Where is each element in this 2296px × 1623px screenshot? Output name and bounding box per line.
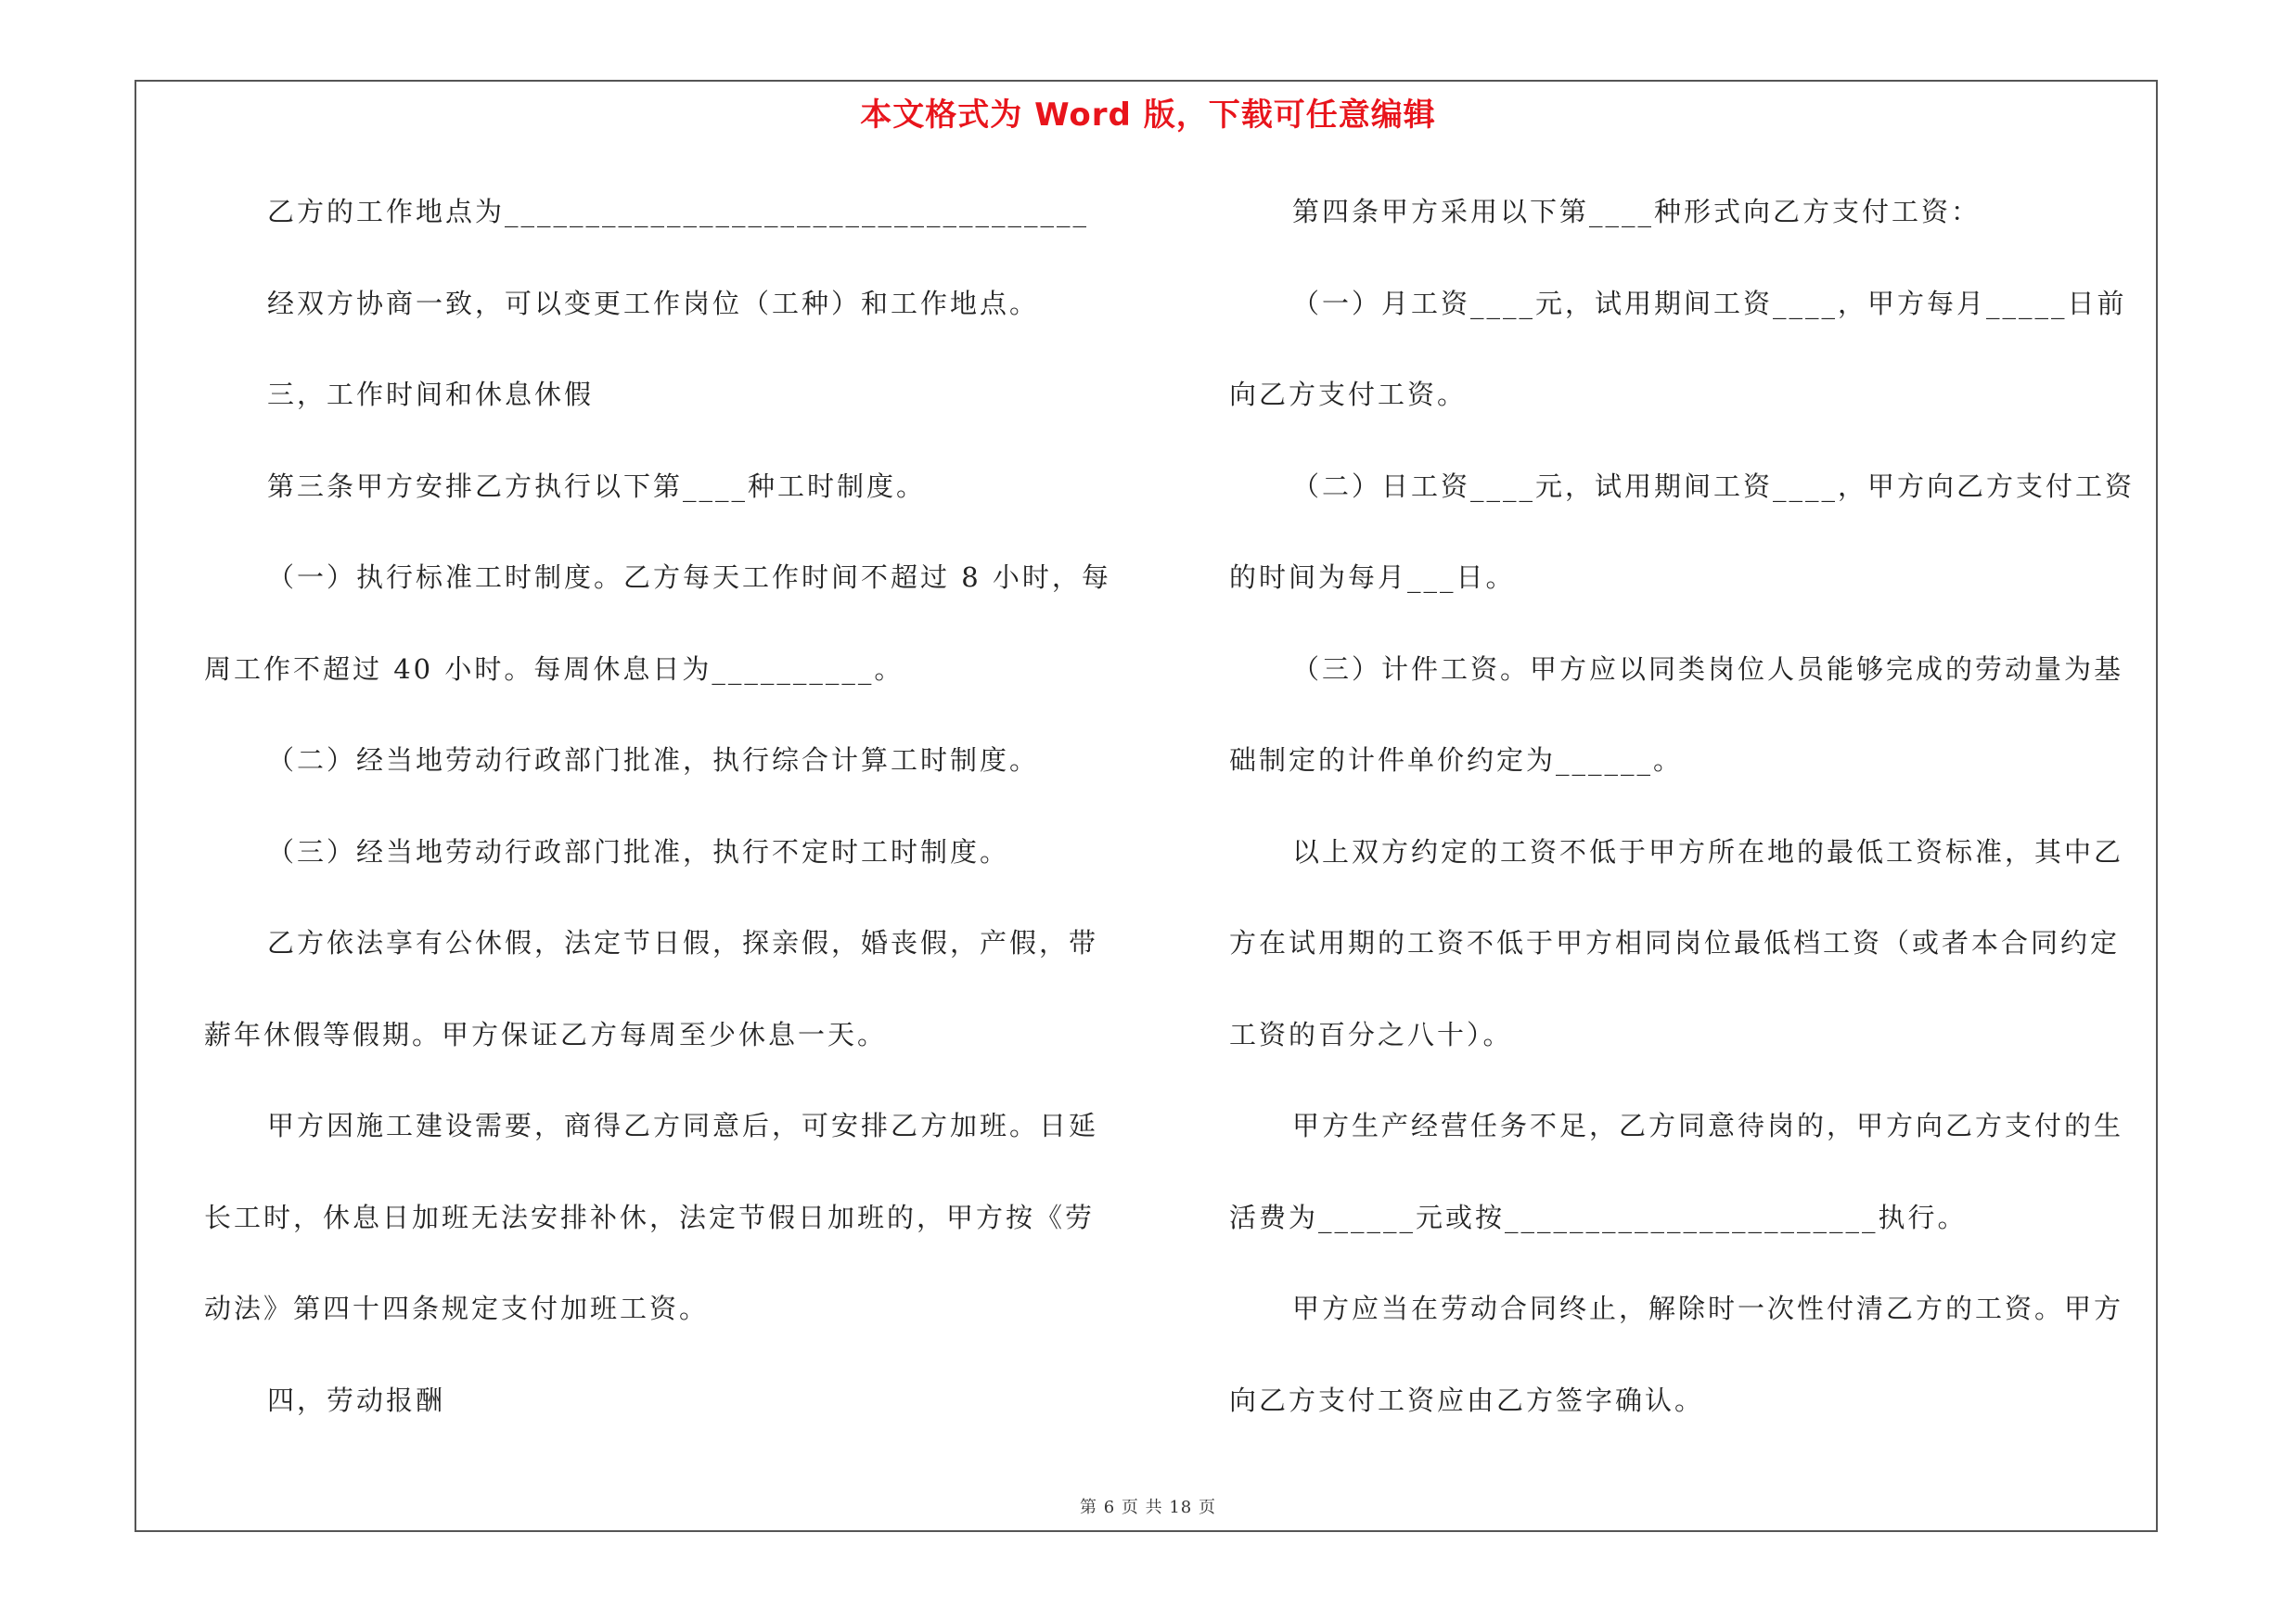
paragraph-line: 的时间为每月___日。 [1229, 561, 1516, 593]
word-format-banner: 本文格式为 Word 版，下载可任意编辑 [860, 97, 1436, 134]
paragraph-line: 第四条甲方采用以下第____种形式向乙方支付工资： [1292, 196, 1982, 227]
paragraph-line: （一）月工资____元，试用期间工资____，甲方每月_____日前 [1292, 287, 2127, 319]
paragraph-line: （二）经当地劳动行政部门批准，执行综合计算工时制度。 [267, 744, 1040, 776]
paragraph-line: 第三条甲方安排乙方执行以下第____种工时制度。 [267, 470, 927, 502]
paragraph-line: 经双方协商一致，可以变更工作岗位（工种）和工作地点。 [267, 287, 1040, 319]
section-heading: 三，工作时间和休息休假 [267, 379, 595, 410]
paragraph-line: 薪年休假等假期。甲方保证乙方每周至少休息一天。 [204, 1018, 888, 1050]
paragraph-line: 向乙方支付工资。 [1229, 379, 1468, 410]
left-text-column [204, 186, 1128, 1465]
right-text-column [1229, 186, 2152, 1465]
paragraph-line: 甲方生产经营任务不足，乙方同意待岗的，甲方向乙方支付的生 [1292, 1110, 2124, 1141]
paragraph-line: （三）经当地劳动行政部门批准，执行不定时工时制度。 [267, 835, 1010, 868]
section-heading: 四，劳动报酬 [267, 1384, 446, 1416]
paragraph-line: 活费为______元或按_______________________执行。 [1229, 1201, 1968, 1233]
page-number-footer: 第 6 页 共 18 页 [1080, 1498, 1216, 1517]
paragraph-line: 甲方应当在劳动合同终止，解除时一次性付清乙方的工资。甲方 [1292, 1293, 2124, 1324]
paragraph-line: 础制定的计件单价约定为______。 [1229, 744, 1684, 776]
paragraph-line: 长工时，休息日加班无法安排补休，法定节假日加班的，甲方按《劳 [204, 1201, 1096, 1233]
paragraph-line: （二）日工资____元，试用期间工资____，甲方向乙方支付工资 [1292, 470, 2136, 502]
paragraph-line: 乙方依法享有公休假，法定节日假，探亲假，婚丧假，产假，带 [267, 927, 1099, 959]
paragraph-line: 向乙方支付工资应由乙方签字确认。 [1229, 1384, 1705, 1416]
paragraph-line: 周工作不超过 40 小时。每周休息日为__________。 [204, 652, 904, 685]
paragraph-line: 乙方的工作地点为____________________________________ [267, 196, 1090, 227]
paragraph-line: 方在试用期的工资不低于甲方相同岗位最低档工资（或者本合同约定 [1229, 927, 2121, 959]
paragraph-line: 动法》第四十四条规定支付加班工资。 [204, 1293, 710, 1324]
paragraph-line: （一）执行标准工时制度。乙方每天工作时间不超过 8 小时，每 [267, 561, 1111, 593]
paragraph-line: 甲方因施工建设需要，商得乙方同意后，可安排乙方加班。日延 [267, 1110, 1099, 1141]
paragraph-line: 以上双方约定的工资不低于甲方所在地的最低工资标准，其中乙 [1292, 835, 2124, 868]
paragraph-line: 工资的百分之八十）。 [1229, 1018, 1513, 1050]
paragraph-line: （三）计件工资。甲方应以同类岗位人员能够完成的劳动量为基 [1292, 652, 2124, 685]
